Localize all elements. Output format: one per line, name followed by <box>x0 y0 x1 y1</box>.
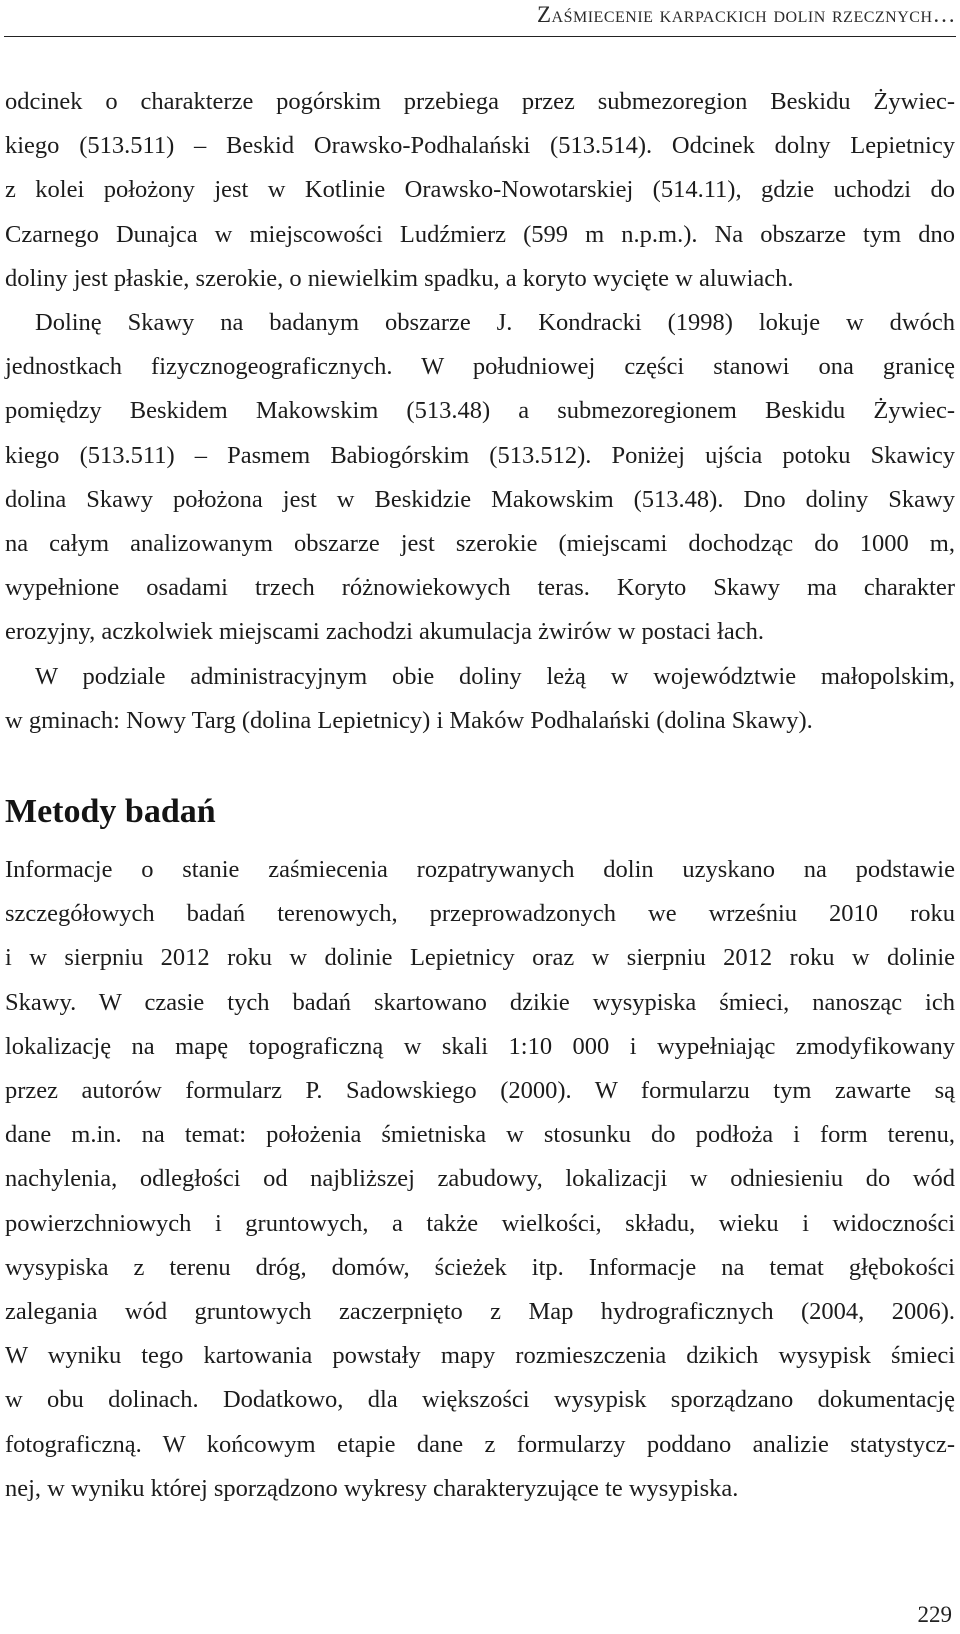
paragraph-line: Dolinę Skawy na badanym obszarze J. Kondracki (1998) lokuje w dwóch <box>35 309 955 337</box>
paragraph-line: Czarnego Dunajca w miejscowości Ludźmierz (599 m n.p.m.). Na obszarze tym dno <box>5 220 955 248</box>
paragraph-line: wypełnione osadami trzech różnowiekowych teras. Koryto Skawy ma charakter <box>5 574 955 602</box>
paragraph-line: dolina Skawy położona jest w Beskidzie Makowskim (513.48). Dno doliny Skawy <box>5 485 955 513</box>
paragraph-line: W podziale administracyjnym obie doliny leżą w województwie małopolskim, <box>35 662 955 690</box>
paragraph-line: kiego (513.511) – Beskid Orawsko-Podhalański (513.514). Odcinek dolny Lepietnicy <box>5 132 955 160</box>
body-text-bottom <box>5 848 955 1511</box>
paragraph-line: powierzchniowych i gruntowych, a także wielkości, składu, wieku i widoczności <box>5 1209 955 1237</box>
paragraph-line: zalegania wód gruntowych zaczerpnięto z Map hydrograficznych (2004, 2006). <box>5 1298 955 1326</box>
section-heading: Metody badań <box>5 793 216 830</box>
paragraph-line: jednostkach fizycznogeograficznych. W południowej części stanowi ona granicę <box>5 353 955 381</box>
paragraph-line: w gminach: Nowy Targ (dolina Lepietnicy) i Maków Podhalański (dolina Skawy). <box>5 706 813 734</box>
paragraph-line: i w sierpniu 2012 roku w dolinie Lepietnicy oraz w sierpniu 2012 roku w dolinie <box>5 944 955 972</box>
paragraph-line: lokalizację na mapę topograficzną w skali 1:10 000 i wypełniając zmodyfikowany <box>5 1032 955 1060</box>
paragraph-line: nachylenia, odległości od najbliższej zabudowy, lokalizacji w odniesieniu do wód <box>5 1165 955 1193</box>
paragraph-line: z kolei położony jest w Kotlinie Orawsko-Nowotarskiej (514.11), gdzie uchodzi do <box>5 176 955 204</box>
paragraph-line: fotograficzną. W końcowym etapie dane z formularzy poddano analizie statystycz- <box>5 1430 955 1458</box>
running-head: Zaśmiecenie karpackich dolin rzecznych… <box>537 2 956 27</box>
header-rule <box>4 36 956 37</box>
paragraph-line: przez autorów formularz P. Sadowskiego (2000). W formularzu tym zawarte są <box>5 1077 955 1105</box>
paragraph-line: kiego (513.511) – Pasmem Babiogórskim (513.512). Poniżej ujścia potoku Skawicy <box>5 441 955 469</box>
paragraph-line: wysypiska z terenu dróg, domów, ścieżek itp. Informacje na temat głębokości <box>5 1253 955 1281</box>
paragraph-line: Skawy. W czasie tych badań skartowano dzikie wysypiska śmieci, nanosząc ich <box>5 988 955 1016</box>
paragraph-line: na całym analizowanym obszarze jest szerokie (miejscami dochodząc do 1000 m, <box>5 530 955 558</box>
paragraph-line: dane m.in. na temat: położenia śmietniska w stosunku do podłoża i form terenu, <box>5 1121 955 1149</box>
body-text-top <box>5 80 955 743</box>
paragraph-line: pomiędzy Beskidem Makowskim (513.48) a submezoregionem Beskidu Żywiec- <box>5 397 955 425</box>
paragraph-line: Informacje o stanie zaśmiecenia rozpatrywanych dolin uzyskano na podstawie <box>5 856 955 883</box>
page-number: 229 <box>917 1602 952 1627</box>
paragraph-line: odcinek o charakterze pogórskim przebiega przez submezoregion Beskidu Żywiec- <box>5 88 955 115</box>
paragraph-line: nej, w wyniku której sporządzono wykresy charakteryzujące te wysypiska. <box>5 1474 739 1502</box>
paragraph-line: doliny jest płaskie, szerokie, o niewielkim spadku, a koryto wycięte w aluwiach. <box>5 264 794 292</box>
paragraph-line: erozyjny, aczkolwiek miejscami zachodzi akumulacja żwirów w postaci łach. <box>5 618 764 646</box>
paragraph-line: w obu dolinach. Dodatkowo, dla większości wysypisk sporządzano dokumentację <box>5 1386 955 1414</box>
paragraph-line: W wyniku tego kartowania powstały mapy rozmieszczenia dzikich wysypisk śmieci <box>5 1342 955 1370</box>
paragraph-line: szczegółowych badań terenowych, przeprowadzonych we wrześniu 2010 roku <box>5 900 955 928</box>
